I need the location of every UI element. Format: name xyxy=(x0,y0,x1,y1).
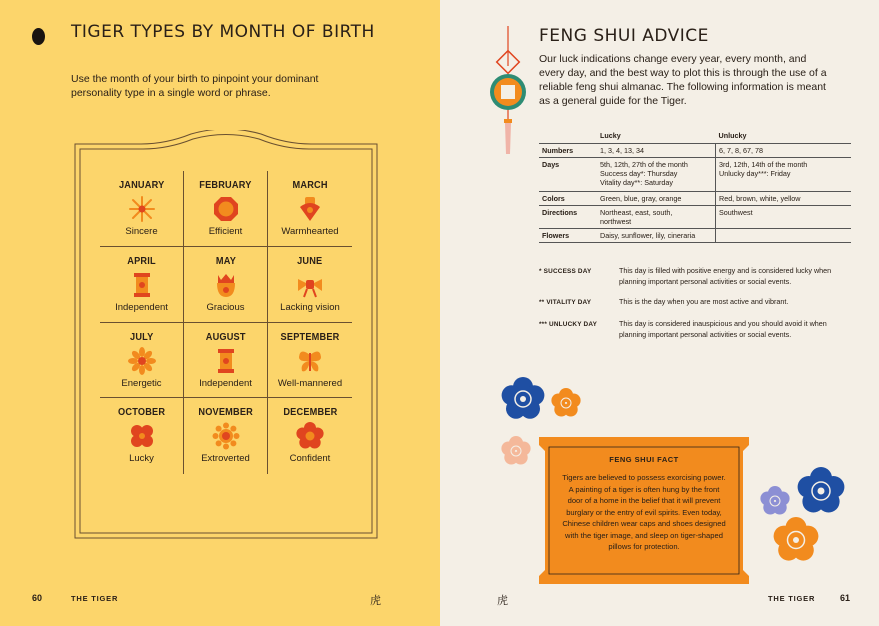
tiger-glyph-right: 虎 xyxy=(497,594,508,607)
row-label: Directions xyxy=(539,206,597,229)
lucky-cell: 1, 3, 4, 13, 34 xyxy=(597,144,716,158)
month-name: FEBRUARY xyxy=(199,180,252,191)
orange-blossom-icon xyxy=(551,388,581,418)
butterfly-icon xyxy=(296,347,324,375)
month-name: AUGUST xyxy=(205,331,246,343)
month-trait: Energetic xyxy=(121,377,162,389)
month-trait: Independent xyxy=(115,301,168,313)
right-intro: Our luck indications change every year, every month, and every day, and the best way to plot this is through the use of a reliable feng shui almanac. The following information is meant as a general guide for the Tiger. xyxy=(539,53,827,107)
lucky-cell: 5th, 12th, 27th of the month Success day*: Thursday Vitality day**: Saturday xyxy=(597,158,716,192)
unlucky-cell: Southwest xyxy=(716,206,852,229)
tiger-glyph-left: 虎 xyxy=(370,594,381,607)
note-text: This is the day when you are most active and vibrant. xyxy=(619,297,789,306)
chinese-knot-charm-icon xyxy=(488,26,528,156)
row-label: Colors xyxy=(539,192,597,206)
fact-title: FENG SHUI FACT xyxy=(609,455,679,464)
scroll-lantern-icon xyxy=(128,271,156,299)
sunflower-icon xyxy=(212,422,240,450)
running-head-right: THE TIGER xyxy=(768,594,816,603)
feng-shui-table xyxy=(539,127,851,243)
chrysanthemum-icon xyxy=(128,347,156,375)
month-name: JUNE xyxy=(297,255,323,267)
month-cell xyxy=(100,398,184,474)
month-trait: Efficient xyxy=(208,226,243,237)
orange-blossom-icon xyxy=(772,516,820,564)
note-key: ** VITALITY DAY xyxy=(539,299,592,306)
month-trait: Independent xyxy=(199,377,252,389)
month-cell xyxy=(268,247,352,323)
month-name: NOVEMBER xyxy=(198,407,253,419)
lucky-cell: Northeast, east, south, northwest xyxy=(597,206,716,229)
month-cell xyxy=(100,247,184,323)
bow-knot-icon xyxy=(296,271,324,299)
month-cell xyxy=(100,323,184,399)
month-name: MARCH xyxy=(292,180,328,191)
table-header-lucky: Lucky xyxy=(597,127,716,144)
running-head-left: THE TIGER xyxy=(71,594,119,603)
bullet-dot-icon xyxy=(32,28,45,45)
month-trait: Well-mannered xyxy=(277,377,343,389)
peach-blossom-icon xyxy=(501,436,531,466)
month-name: MAY xyxy=(215,255,236,267)
month-cell xyxy=(268,323,352,399)
unlucky-cell: 3rd, 12th, 14th of the month Unlucky day***: Friday xyxy=(716,158,852,192)
sun-burst-icon xyxy=(128,195,156,223)
table-header-row xyxy=(539,127,851,144)
unlucky-cell xyxy=(716,229,852,243)
note-key: * SUCCESS DAY xyxy=(539,268,592,275)
row-label: Numbers xyxy=(539,144,597,158)
month-trait: Lacking vision xyxy=(280,301,340,313)
page-number-left: 60 xyxy=(32,593,43,603)
note-key: *** UNLUCKY DAY xyxy=(539,321,598,328)
month-trait: Warmhearted xyxy=(281,226,339,237)
table-row xyxy=(539,144,851,158)
lucky-cell: Green, blue, gray, orange xyxy=(597,192,716,206)
table-header-unlucky: Unlucky xyxy=(716,127,852,144)
unlucky-cell: 6, 7, 8, 67, 78 xyxy=(716,144,852,158)
scroll-lantern-icon xyxy=(212,347,240,375)
blue-blossom-icon xyxy=(796,466,846,516)
month-cell xyxy=(184,247,268,323)
table-row xyxy=(539,158,851,192)
month-trait: Extroverted xyxy=(201,453,250,465)
month-trait: Lucky xyxy=(129,453,154,465)
month-cell xyxy=(184,323,268,399)
fact-body: Tigers are believed to possess exorcising power. A painting of a tiger is often hung by the front door of a home in the belief that it will prevent burglary or the entry of evil spirits. Even today, Chinese children wear caps and shoes designed with the tiger image, and sleep on tiger-shaped pillows for protection. xyxy=(562,473,726,551)
month-name: JANUARY xyxy=(118,180,165,191)
month-cell xyxy=(184,398,268,474)
month-name: APRIL xyxy=(127,255,156,267)
month-trait: Confident xyxy=(289,453,331,465)
month-grid xyxy=(100,171,352,474)
month-cell xyxy=(100,171,184,247)
plum-blossom-icon xyxy=(296,422,324,450)
octagon-flower-icon xyxy=(212,195,240,223)
month-name: JULY xyxy=(129,331,154,343)
note-text: This day is considered inauspicious and you should avoid it when planning important personal activities or social events. xyxy=(619,319,827,339)
clover-icon xyxy=(128,422,156,450)
lavender-blossom-icon xyxy=(760,486,790,516)
blue-blossom-icon xyxy=(500,376,546,422)
table-header-blank xyxy=(539,127,597,144)
row-label: Flowers xyxy=(539,229,597,243)
left-page-title xyxy=(71,22,375,43)
note-text: This day is filled with positive energy and is considered lucky when planning important personal activities or social events. xyxy=(619,266,832,286)
month-trait: Gracious xyxy=(206,301,245,313)
month-name: DECEMBER xyxy=(282,407,338,419)
left-intro: Use the month of your birth to pinpoint your dominant personality type in a single word or phrase. xyxy=(71,73,319,99)
month-cell xyxy=(268,171,352,247)
month-cell xyxy=(184,171,268,247)
title-line: TIGER TYPES BY MONTH OF BIRTH xyxy=(71,22,375,42)
month-name: OCTOBER xyxy=(117,407,166,419)
lucky-cell: Daisy, sunflower, lily, cineraria xyxy=(597,229,716,243)
crown-cup-icon xyxy=(212,271,240,299)
month-name: SEPTEMBER xyxy=(280,331,340,343)
month-cell xyxy=(268,398,352,474)
unlucky-cell: Red, brown, white, yellow xyxy=(716,192,852,206)
knot-heart-icon xyxy=(296,195,324,223)
month-trait: Sincere xyxy=(125,226,158,237)
table-row xyxy=(539,229,851,243)
row-label: Days xyxy=(539,158,597,192)
table-row xyxy=(539,192,851,206)
right-page-title: FENG SHUI ADVICE xyxy=(539,26,709,46)
table-row xyxy=(539,206,851,229)
page-number-right: 61 xyxy=(840,593,851,603)
